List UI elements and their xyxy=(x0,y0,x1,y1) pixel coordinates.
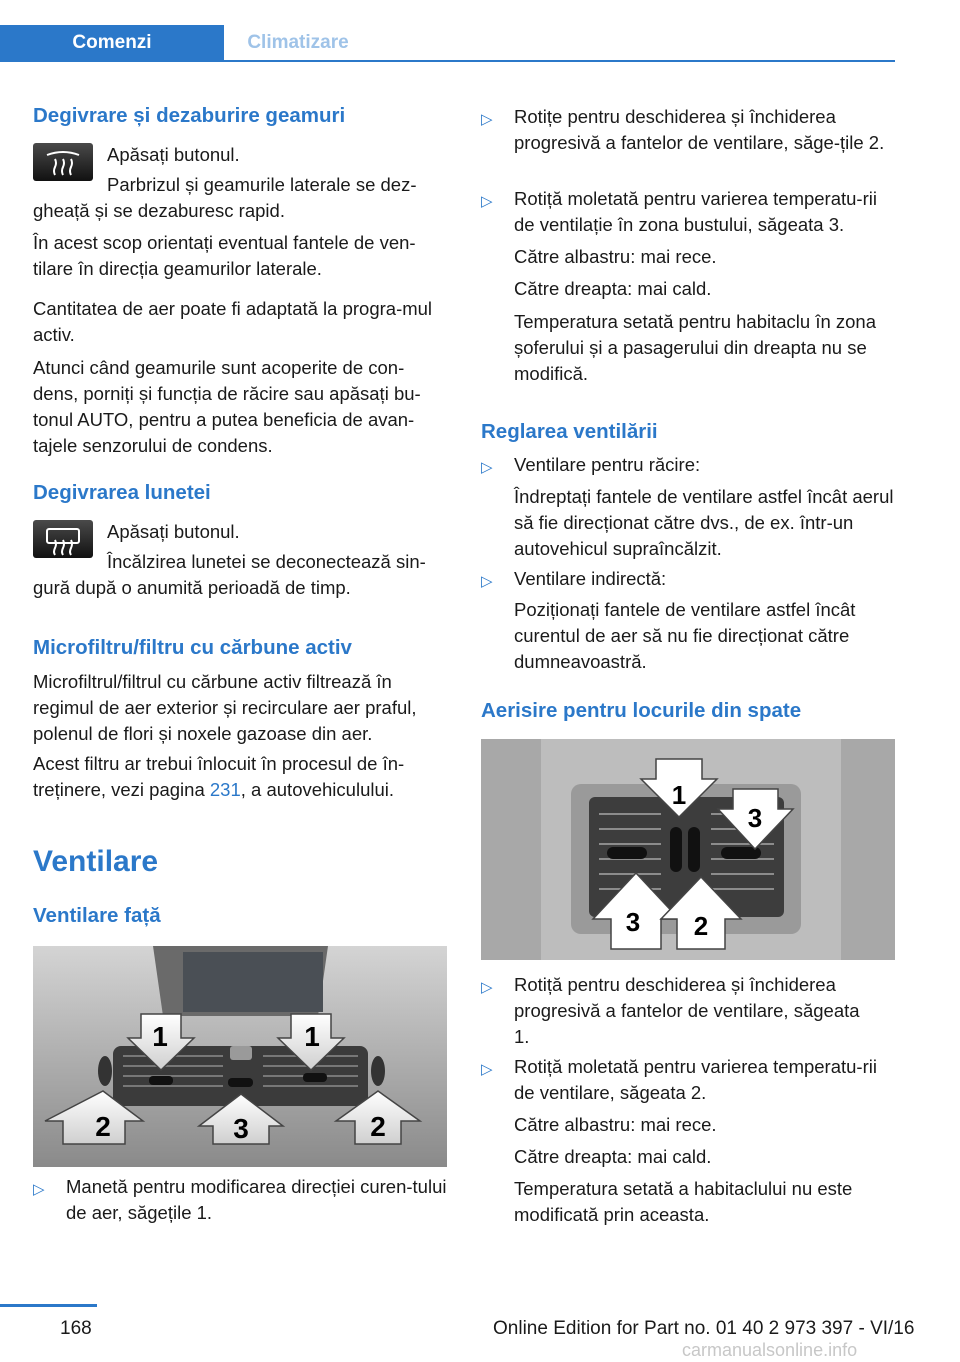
text-bullet-lever: Manetă pentru modificarea direcției curen-tului de aer, săgețile 1. xyxy=(66,1176,447,1223)
text-filter: Microfiltrul/filtrul cu cărbune activ filtrează în regimul de aer exterior și recirculare aer praful, polenul de flori și noxele gazoase din aer. xyxy=(33,671,417,744)
rear-arrow-label-3b: 3 xyxy=(625,907,641,937)
page-number: 168 xyxy=(60,1318,92,1339)
heading-microfilter: Microfiltru/filtru cu cărbune activ xyxy=(33,636,352,659)
heading-front-vent: Ventilare față xyxy=(33,904,161,927)
heading-rear-defrost: Degivrarea lunetei xyxy=(33,481,211,504)
text-rear-a: Încălzirea lunetei se deconectează sin- xyxy=(107,551,426,572)
bullet-triangle-icon: ▷ xyxy=(33,1181,45,1198)
bullet-triangle-icon: ▷ xyxy=(481,1061,493,1078)
text-bullet-temp-wheel: Rotiță moletată pentru varierea temperatu-rii de ventilație în zona bustului, săgeata 3. xyxy=(514,188,877,235)
bullet-triangle-icon: ▷ xyxy=(481,459,493,476)
windshield-defrost-icon xyxy=(33,143,93,181)
text-indirect-desc: Poziționați fantele de ventilare astfel încât curentul de aer să nu fie direcționat către dumneavoastră. xyxy=(514,599,856,672)
rear-vents-image xyxy=(481,739,895,960)
arrow-label-2a: 2 xyxy=(95,1111,111,1142)
bullet-triangle-icon: ▷ xyxy=(481,979,493,996)
edition-text: Online Edition for Part no. 01 40 2 973 397 - VI/16 xyxy=(493,1318,915,1339)
tab-comenzi[interactable]: Comenzi xyxy=(0,25,224,60)
tab-climatizare[interactable]: Climatizare xyxy=(247,32,349,53)
rear-arrow-label-3a: 3 xyxy=(747,803,763,833)
arrow-label-3: 3 xyxy=(233,1113,249,1144)
arrow-label-2b: 2 xyxy=(370,1111,386,1142)
heading-defrost: Degivrare și dezaburire geamuri xyxy=(33,104,346,127)
text-press-button: Apăsați butonul. xyxy=(107,144,240,165)
text-bullet-rear-temp: Rotiță moletată pentru varierea temperatu-rii de ventilare, săgeata 2. xyxy=(514,1056,877,1103)
heading-ventilation: Ventilare xyxy=(33,845,159,878)
text-rear-warmer: Către dreapta: mai cald. xyxy=(514,1146,712,1167)
text-warmer: Către dreapta: mai cald. xyxy=(514,278,712,299)
text-defrost-a: Parbrizul și geamurile laterale se dez- xyxy=(107,174,417,195)
footer-accent-line xyxy=(0,1304,97,1307)
heading-rear-seats-vent: Aerisire pentru locurile din spate xyxy=(481,699,802,722)
heading-adjust-vent: Reglarea ventilării xyxy=(481,420,658,443)
text-bullet-rear-wheel: Rotiță pentru deschiderea și închiderea progresivă a fantelor de ventilare, săgeata 1. xyxy=(514,974,860,1047)
chapter-tabs xyxy=(0,25,895,62)
bullet-triangle-icon: ▷ xyxy=(481,111,493,128)
text-press-button-2: Apăsați butonul. xyxy=(107,521,240,542)
text-cooling-desc: Îndreptați fantele de ventilare astfel încât aerul să fie direcționat către dvs., de ex. într-un autovehicul supraîncălzit. xyxy=(514,486,894,559)
text-orient-vents: În acest scop orientați eventual fantele de ven-tilare în direcția geamurilor laterale. xyxy=(33,232,416,279)
front-vents-image xyxy=(33,946,447,1167)
bullet-triangle-icon: ▷ xyxy=(481,193,493,210)
rear-arrow-label-2: 2 xyxy=(693,911,709,941)
bullet-triangle-icon: ▷ xyxy=(481,573,493,590)
tab-underline xyxy=(0,60,895,62)
text-bullet-wheels: Rotițe pentru deschiderea și închiderea progresivă a fantelor de ventilare, săge-țile 2. xyxy=(514,106,885,153)
text-temp-unchanged: Temperatura setată pentru habitaclu în zona șoferului și a pasagerului din dreapta nu se modifică. xyxy=(514,311,877,384)
rear-arrow-label-1: 1 xyxy=(671,780,687,810)
text-cooling-vent: Ventilare pentru răcire: xyxy=(514,454,701,475)
text-rear-temp-unchanged: Temperatura setată a habitaclului nu este modificată prin aceasta. xyxy=(514,1178,853,1225)
text-defrost-b: gheață și se dezaburesc rapid. xyxy=(33,200,285,221)
text-colder: Către albastru: mai rece. xyxy=(514,246,717,267)
text-air-amount: Cantitatea de aer poate fi adaptată la progra-mul activ. xyxy=(33,298,433,345)
text-rear-colder: Către albastru: mai rece. xyxy=(514,1114,717,1135)
arrow-label-1a: 1 xyxy=(152,1021,168,1052)
text-condensation: Atunci când geamurile sunt acoperite de con-dens, porniți și funcția de răcire sau apăsați bu-tonul AUTO, pentru a putea beneficia de avan-tajele senzorului de condens. xyxy=(33,357,421,456)
text-indirect-vent: Ventilare indirectă: xyxy=(514,568,667,589)
text-rear-b: gură după o anumită perioadă de timp. xyxy=(33,577,351,598)
arrow-label-1b: 1 xyxy=(304,1021,320,1052)
text-replace: Acest filtru ar trebui înlocuit în procesul de în-treținere, vezi pagina 231, a autovehiculului. xyxy=(33,753,405,800)
watermark: carmanualsonline.info xyxy=(682,1340,858,1360)
page-link[interactable]: 231 xyxy=(209,779,241,800)
rear-window-defrost-icon xyxy=(33,520,93,558)
